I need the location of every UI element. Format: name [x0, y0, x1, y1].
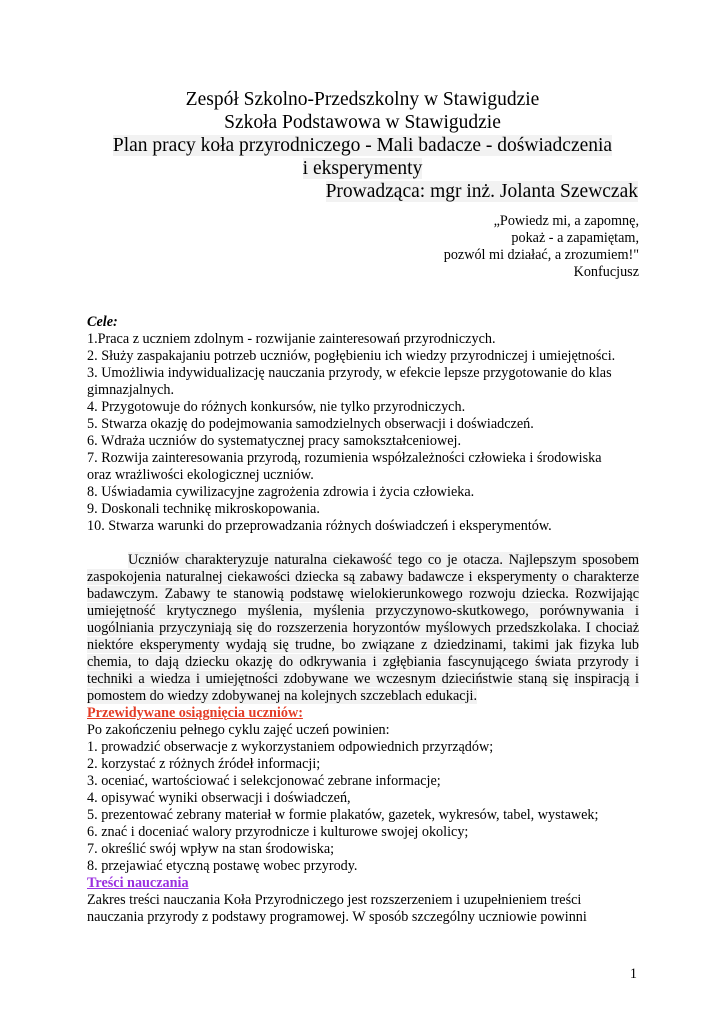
goal-item: 4. Przygotowuje do różnych konkursów, nie tylko przyrodniczych.	[87, 399, 466, 415]
outcome-item: 8. przejawiać etyczną postawę wobec przyrody.	[87, 858, 358, 874]
goal-item: 1.Praca z uczniem zdolnym - rozwijanie zainteresowań przyrodniczych.	[87, 331, 496, 347]
motto-line: pozwól mi działać, a zrozumiem!"	[443, 247, 639, 263]
content-text-line: Zakres treści nauczania Koła Przyrodniczego jest rozszerzeniem i uzupełnieniem treści	[87, 892, 582, 908]
goal-item: 2. Służy zaspakajaniu potrzeb uczniów, pogłębieniu ich wiedzy przyrodniczej i umiejętności.	[87, 348, 616, 364]
goal-item: 6. Wdraża uczniów do systematycznej pracy samokształceniowej.	[87, 433, 461, 449]
goal-item: 3. Umożliwia indywidualizację nauczania przyrody, w efekcie lepsze przygotowanie do klas	[87, 365, 612, 381]
lecturer-text: Prowadząca: mgr inż. Jolanta Szewczak	[325, 181, 638, 202]
plan-title-text-1: Plan pracy koła przyrodniczego - Mali badacze - doświadczenia	[112, 135, 613, 156]
content-heading: Treści nauczania	[87, 875, 189, 891]
school-title: Szkoła Podstawowa w Stawigudzie	[224, 112, 501, 133]
motto-quote	[379, 213, 639, 281]
plan-title-line-2	[0, 157, 725, 180]
outcome-item: 3. oceniać, wartościować i selekcjonować zebrane informacje;	[87, 773, 441, 789]
outcomes-heading: Przewidywane osiągnięcia uczniów:	[87, 705, 303, 721]
page-number: 1	[629, 966, 637, 982]
spacer	[87, 535, 639, 552]
plan-title-line-1	[0, 134, 725, 157]
goal-item: gimnazjalnych.	[87, 382, 175, 398]
goals-heading: Cele:	[87, 314, 118, 330]
plan-title-text-2: i eksperymenty	[302, 158, 423, 179]
lecturer-line	[0, 180, 725, 203]
outcomes-intro: Po zakończeniu pełnego cyklu zajęć uczeń powinien:	[87, 722, 390, 738]
goal-item: oraz wrażliwości ekologicznej uczniów.	[87, 467, 314, 483]
motto-line: „Powiedz mi, a zapomnę,	[493, 213, 639, 229]
motto-line: pokaż - a zapamiętam,	[511, 230, 639, 246]
outcome-item: 5. prezentować zebrany materiał w formie plakatów, gazetek, wykresów, tabel, wystawek;	[87, 807, 599, 823]
motto-author: Konfucjusz	[573, 264, 639, 280]
outcome-item: 7. określić swój wpływ na stan środowiska;	[87, 841, 335, 857]
goal-item: 10. Stwarza warunki do przeprowadzania różnych doświadczeń i eksperymentów.	[87, 518, 552, 534]
intro-paragraph-text: Uczniów charakteryzuje naturalna ciekawość tego co je otacza. Najlepszym sposobem zaspokojenia naturalnej ciekawości dziecka są zabawy badawcze i eksperymenty o charakterze badawczym. Zabawy te stanowią podstawę wielokierunkowego rozwoju dziecka. Rozwijając umiejętność krytycznego myślenia, myślenia przyczynowo-skutkowego, porównywania i uogólniania przyczyniają się do rozszerzenia horyzontów myślowych przedszkolaka. I chociaż niektóre eksperymenty wydają się trudne, bo związane z dziedzinami, takimi jak fizyka lub chemia, to dają dziecku okazję do odkrywania i zgłębiania fascynującego świata przyrody i techniki a wiedza i umiejętności zdobywane we wczesnym dzieciństwie staną się inspiracją i pomostem do wiedzy zdobywanej na kolejnych szczeblach edukacji.	[87, 552, 639, 704]
outcome-item: 1. prowadzić obserwacje z wykorzystaniem odpowiednich przyrządów;	[87, 739, 494, 755]
goal-item: 8. Uświadamia cywilizacyjne zagrożenia zdrowia i życia człowieka.	[87, 484, 475, 500]
goal-item: 5. Stwarza okazję do podejmowania samodzielnych obserwacji i doświadczeń.	[87, 416, 534, 432]
outcome-item: 2. korzystać z różnych źródeł informacji;	[87, 756, 321, 772]
content-text-line: nauczania przyrody z podstawy programowej. W sposób szczególny uczniowie powinni	[87, 909, 587, 925]
goal-item: 9. Doskonali technikę mikroskopowania.	[87, 501, 320, 517]
document-header	[0, 88, 725, 203]
school-group-title: Zespół Szkolno-Przedszkolny w Stawigudzie	[185, 89, 540, 110]
outcome-item: 6. znać i doceniać walory przyrodnicze i kulturowe swojej okolicy;	[87, 824, 469, 840]
goal-item: 7. Rozwija zainteresowania przyrodą, rozumienia współzależności człowieka i środowiska	[87, 450, 602, 466]
document-body	[87, 314, 639, 926]
outcome-item: 4. opisywać wyniki obserwacji i doświadczeń,	[87, 790, 351, 806]
intro-paragraph	[87, 552, 639, 705]
